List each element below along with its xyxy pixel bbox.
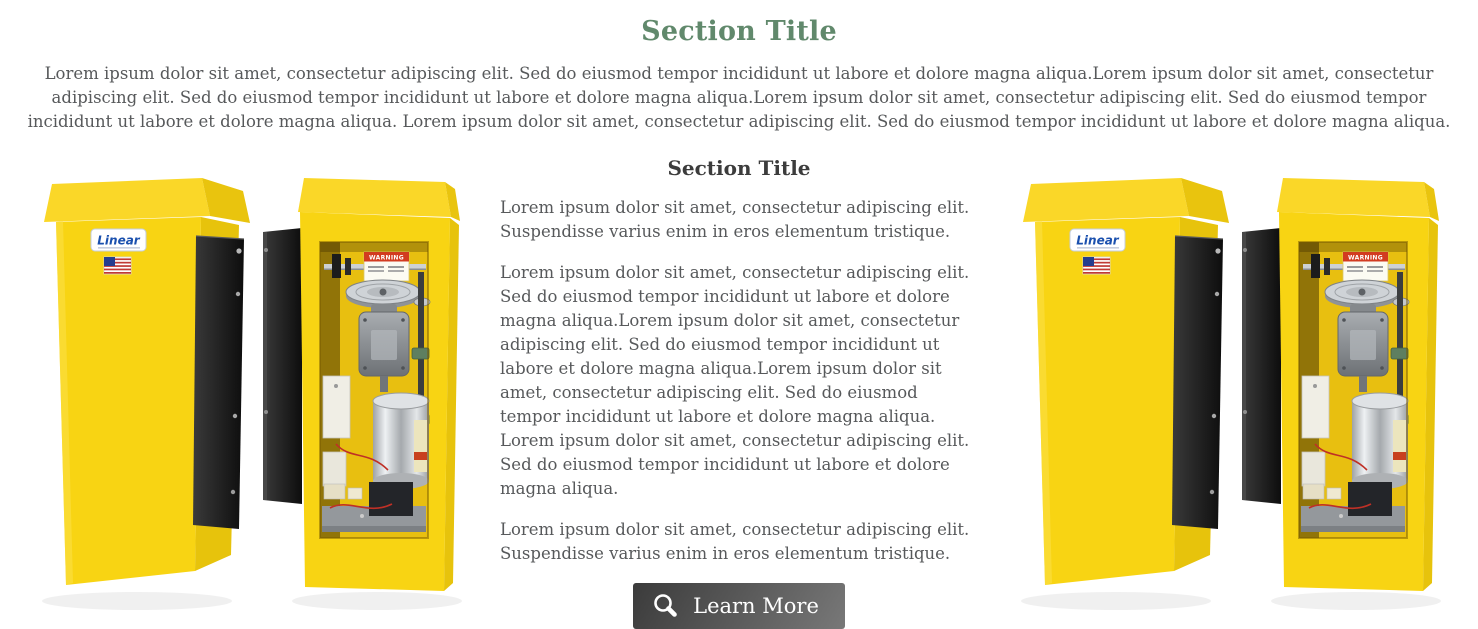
magnifier-icon bbox=[652, 592, 679, 619]
product-photo-left bbox=[32, 154, 467, 619]
button-row bbox=[500, 583, 978, 629]
content-columns bbox=[0, 154, 1478, 629]
barrier-gate-operators-image bbox=[32, 154, 467, 619]
intro-paragraph: Lorem ipsum dolor sit amet, consectetur adipiscing elit. Sed do eiusmod tempor incididunt ut labore et dolore magna aliqua.Lorem ipsum dolor sit amet, consectetur adipiscing elit. Sed do eiusmod tempor incididunt ut labore et dolore magna aliqua.Lorem ipsum dolor sit amet, consectetur adipiscing elit. Sed do eiusmod tempor incididunt ut labore et dolore magna aliqua. Lorem ipsum dolor sit amet, consectetur adipiscing elit. Sed do eiusmod tempor incididunt ut labore et dolore magna aliqua. bbox=[27, 64, 1451, 131]
page-header bbox=[0, 0, 1478, 134]
warning-label-text: WARNING bbox=[369, 254, 404, 262]
body-paragraph-1: Lorem ipsum dolor sit amet, consectetur adipiscing elit. Suspendisse varius enim in eros elementum tristique. bbox=[500, 198, 970, 241]
warning-label-text: WARNING bbox=[1348, 254, 1383, 262]
section-subtitle: Section Title bbox=[667, 156, 811, 180]
linear-logo-text: Linear bbox=[1076, 233, 1119, 248]
learn-more-label: Learn More bbox=[693, 593, 819, 618]
linear-logo-text: Linear bbox=[97, 233, 140, 248]
learn-more-button[interactable] bbox=[633, 583, 845, 629]
text-column bbox=[500, 154, 978, 629]
page-title: Section Title bbox=[641, 16, 837, 47]
barrier-gate-operators-image bbox=[1011, 154, 1446, 619]
product-photo-right bbox=[1011, 154, 1446, 619]
body-paragraph-2: Lorem ipsum dolor sit amet, consectetur adipiscing elit. Sed do eiusmod tempor incididunt ut labore et dolore magna aliqua.Lorem ipsum dolor sit amet, consectetur adipiscing elit. Sed do eiusmod tempor incididunt ut labore et dolore magna aliqua.Lorem ipsum dolor sit amet, consectetur adipiscing elit. Sed do eiusmod tempor incididunt ut labore et dolore magna aliqua. Lorem ipsum dolor sit amet, consectetur adipiscing elit. Sed do eiusmod tempor incididunt ut labore et dolore magna aliqua. bbox=[500, 263, 970, 498]
body-paragraph-3: Lorem ipsum dolor sit amet, consectetur adipiscing elit. Suspendisse varius enim in eros elementum tristique. bbox=[500, 520, 970, 563]
